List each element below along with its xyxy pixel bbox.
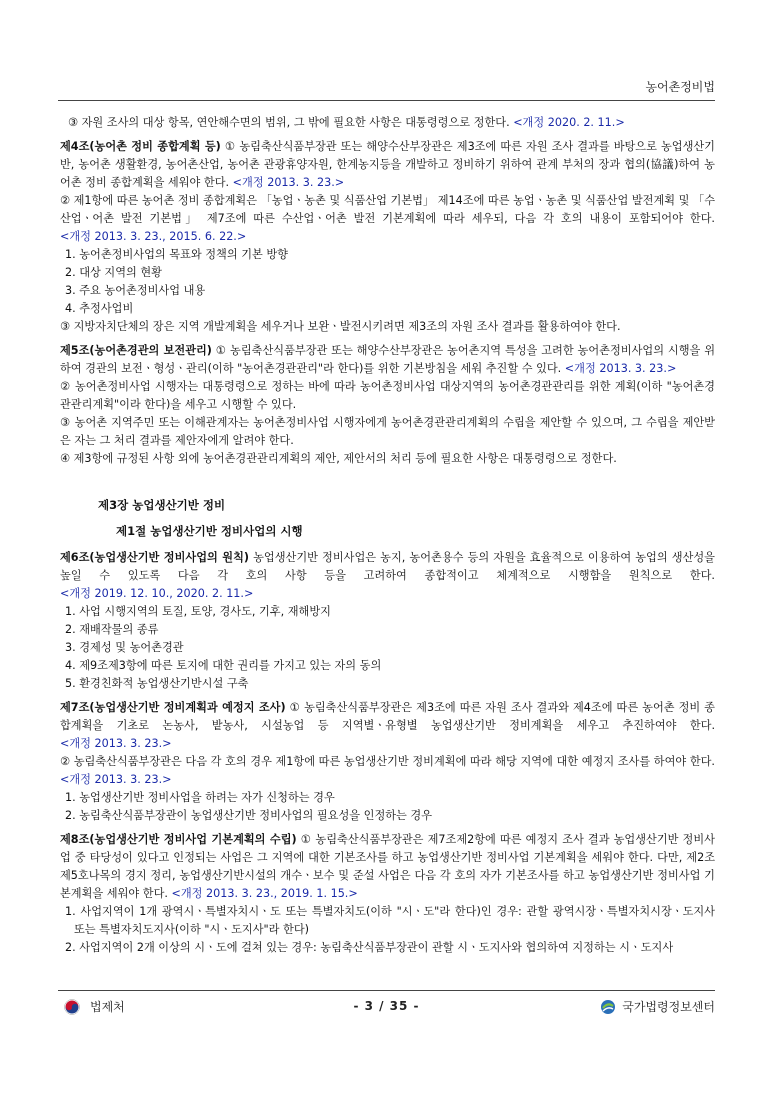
page-footer — [58, 996, 715, 1020]
article-title: 제8조(농업생산기반 정비사업 기본계획의 수립) — [60, 833, 297, 846]
paragraph-text: ① 농림축산식품부장관은 제7조제2항에 따른 예정지 조사 결과 농업생산기반 정비사업 중 타당성이 있다고 인정되는 사업은 그 지역에 대한 기본조사를 하고 농업생산기반 정비사업 기본계획을 세워야 한다. 다만, 제2조제5호나목의 경지 정리, 농업생산기반시설의 개수ㆍ보수 및 준설 사업은 다음 각 호의 자가 기본조사를 하고 농업생산기반 정비사업 기본계획을 세워야 한다. — [60, 833, 715, 900]
clause-paragraph — [60, 246, 715, 264]
paragraph-text: ① 농림축산식품부장관 또는 해양수산부장관은 제3조에 따른 자원 조사 결과를 바탕으로 농업생산기반, 농어촌 생활환경, 농어촌산업, 농어촌 관광휴양자원, 한계농지등을 개발하고 정비하기 위하여 관계 부처의 장과 협의(協議)하여 농어촌 정비 종합계획을 세워야 한다. — [60, 140, 715, 189]
article-paragraph — [60, 831, 715, 903]
footer-right — [600, 998, 715, 1015]
paragraph-text: 1. 사업지역이 1개 광역시ㆍ특별자치시ㆍ도 또는 특별자치도(이하 "시ㆍ도"라 한다)인 경우: 관할 광역시장ㆍ특별자치시장ㆍ도지사 또는 특별자치도지사(이하 "시ㆍ도지사"라 한다) — [65, 905, 715, 936]
article-paragraph — [60, 699, 715, 753]
clause-paragraph — [60, 300, 715, 318]
paragraph-text: 1. 농업생산기반 정비사업을 하려는 자가 신청하는 경우 — [65, 791, 335, 804]
paragraph-text: 제3장 농업생산기반 정비 — [98, 498, 226, 512]
paragraph-text: 2. 대상 지역의 현황 — [65, 266, 162, 279]
paragraph-text: 4. 제9조제3항에 따른 토지에 대한 권리를 가지고 있는 자의 동의 — [65, 659, 382, 672]
paragraph-text: 2. 재배작물의 종류 — [65, 623, 159, 636]
clause-paragraph — [60, 192, 715, 246]
revision-note: <개정 2013. 3. 23.> — [232, 176, 345, 189]
clause-paragraph — [60, 264, 715, 282]
chapter-heading — [98, 496, 715, 514]
header-divider — [58, 100, 715, 101]
revision-note: <개정 2020. 2. 11.> — [513, 116, 625, 129]
clause-paragraph — [60, 378, 715, 414]
footer-center-label: 국가법령정보센터 — [622, 1000, 715, 1014]
paragraph-text: ③ 농어촌 지역주민 또는 이해관계자는 농어촌정비사업 시행자에게 농어촌경관관리계획의 수립을 제안할 수 있으며, 그 수립을 제안받은 자는 그 처리 결과를 제안자에게 알려야 한다. — [60, 416, 715, 447]
clause-paragraph — [60, 789, 715, 807]
paragraph-text: ② 농림축산식품부장관은 다음 각 호의 경우 제1항에 따른 농업생산기반 정비계획에 따라 해당 지역에 대한 예정지 조사를 하여야 한다. — [60, 755, 715, 768]
paragraph-text: 4. 추정사업비 — [65, 302, 134, 315]
footer-divider — [58, 990, 715, 991]
clause-paragraph — [60, 414, 715, 450]
revision-note: <개정 2013. 3. 23., 2019. 1. 15.> — [171, 887, 358, 900]
paragraph-text: 1. 사업 시행지역의 토질, 토양, 경사도, 기후, 재해방지 — [65, 605, 331, 618]
article-paragraph — [60, 138, 715, 192]
paragraph-text: ① 농림축산식품부장관은 제3조에 따른 자원 조사 결과와 제4조에 따른 농어촌 정비 종합계획을 기초로 논농사, 밭농사, 시설농업 등 지역별ㆍ유형별 농업생산기반 정비계획을 세우고 추진하여야 한다. — [60, 701, 715, 732]
clause-paragraph — [60, 807, 715, 825]
revision-note: <개정 2013. 3. 23.> — [60, 737, 172, 750]
paragraph-text: 2. 사업지역이 2개 이상의 시ㆍ도에 걸쳐 있는 경우: 농림축산식품부장관이 관할 시ㆍ도지사와 협의하여 지정하는 시ㆍ도지사 — [65, 941, 674, 954]
clause-paragraph — [60, 282, 715, 300]
clause-paragraph — [60, 903, 715, 939]
paragraph-text: ② 제1항에 따른 농어촌 정비 종합계획은 「농업ㆍ농촌 및 식품산업 기본법」 제14조에 따른 농업ㆍ농촌 및 식품산업 발전계획 및 「수산업ㆍ어촌 발전 기본법」 제7조에 따른 수산업ㆍ어촌 발전 기본계획에 따라 세우되, 다음 각 호의 내용이 포함되어야 한다. — [60, 194, 715, 225]
article-title: 제4조(농어촌 정비 종합계획 등) — [60, 140, 221, 153]
paragraph-text: 3. 주요 농어촌정비사업 내용 — [65, 284, 206, 297]
paragraph-text: 2. 농림축산식품부장관이 농업생산기반 정비사업의 필요성을 인정하는 경우 — [65, 809, 433, 822]
paragraph-text: ④ 제3항에 규정된 사항 외에 농어촌경관관리계획의 제안, 제안서의 처리 등에 필요한 사항은 대통령령으로 정한다. — [60, 452, 617, 465]
clause-paragraph — [60, 657, 715, 675]
clause-paragraph — [60, 621, 715, 639]
article-title: 제7조(농업생산기반 정비계획과 예정지 조사) — [60, 701, 286, 714]
clause-paragraph — [60, 753, 715, 789]
paragraph-text: 5. 환경친화적 농업생산기반시설 구축 — [65, 677, 249, 690]
article-paragraph — [60, 342, 715, 378]
clause-paragraph — [60, 939, 715, 957]
revision-note: <개정 2019. 12. 10., 2020. 2. 11.> — [60, 587, 254, 600]
paragraph-text: ① 농림축산식품부장관 또는 해양수산부장관은 농어촌지역 특성을 고려한 농어촌정비사업의 시행을 위하여 경관의 보전ㆍ형성ㆍ관리(이하 "농어촌경관관리"라 한다)를 위한 기본방침을 세워 추진할 수 있다. — [60, 344, 715, 375]
document-title: 농어촌정비법 — [645, 80, 715, 94]
revision-note: <개정 2013. 3. 23., 2015. 6. 22.> — [60, 230, 247, 243]
article-title: 제5조(농어촌경관의 보전관리) — [60, 344, 212, 357]
law-body — [60, 114, 715, 957]
clause-paragraph — [60, 318, 715, 336]
article-title: 제6조(농업생산기반 정비사업의 원칙) — [60, 551, 249, 564]
section-heading — [116, 522, 715, 540]
page-number: - 3 / 35 - — [353, 999, 420, 1013]
paragraph-text: ② 농어촌정비사업 시행자는 대통령령으로 정하는 바에 따라 농어촌정비사업 대상지역의 농어촌경관관리를 위한 계획(이하 "농어촌경관관리계획"이라 한다)을 세우고 시행할 수 있다. — [60, 380, 715, 411]
paragraph-text: ③ 지방자치단체의 장은 지역 개발계획을 세우거나 보완ㆍ발전시키려면 제3조의 자원 조사 결과를 활용하여야 한다. — [60, 320, 621, 333]
article-paragraph — [60, 549, 715, 603]
clause-paragraph — [60, 639, 715, 657]
clause-paragraph — [60, 114, 715, 132]
paragraph-text: ③ 자원 조사의 대상 항목, 연안해수면의 범위, 그 밖에 필요한 사항은 대통령령으로 정한다. — [68, 116, 510, 129]
paragraph-text: 1. 농어촌정비사업의 목표와 정책의 기본 방향 — [65, 248, 288, 261]
paragraph-text: 농업생산기반 정비사업은 농지, 농어촌용수 등의 자원을 효율적으로 이용하여 농업의 생산성을 높일 수 있도록 다음 각 호의 사항 등을 고려하여 종합적이고 체계적으로 시행함을 원칙으로 한다. — [60, 551, 715, 582]
paragraph-text: 제1절 농업생산기반 정비사업의 시행 — [116, 524, 303, 538]
revision-note: <개정 2013. 3. 23.> — [564, 362, 677, 375]
clause-paragraph — [60, 675, 715, 693]
clause-paragraph — [60, 450, 715, 468]
paragraph-text: 3. 경제성 및 농어촌경관 — [65, 641, 184, 654]
clause-paragraph — [60, 603, 715, 621]
law-center-logo-icon — [600, 999, 616, 1015]
revision-note: <개정 2013. 3. 23.> — [60, 773, 172, 786]
footer-org-label: 법제처 — [90, 1000, 125, 1014]
